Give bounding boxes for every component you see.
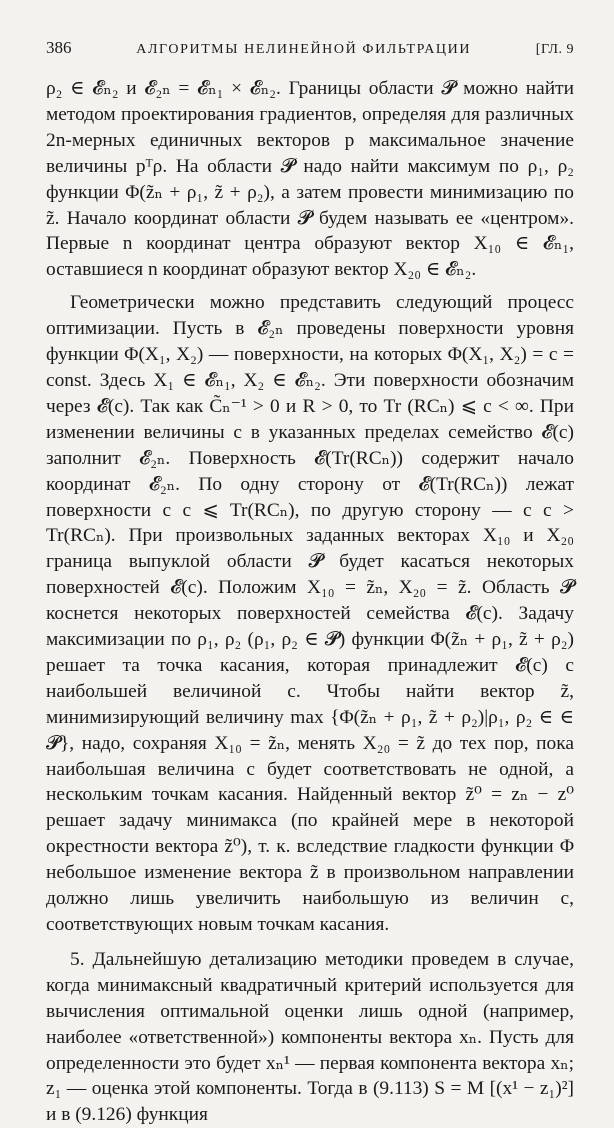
running-header [46, 38, 574, 66]
paragraph-section-5: 5. Дальнейшую детализацию методики проведем в случае, когда минимаксный квадратичный критерий используется для вычисления оптимальной оценки лишь одной (например, наиболее «ответственной») компоненты вектора xₙ. Пусть для определенности это будет xₙ¹ — первая компонента вектора xₙ; z₁ — оценка этой компоненты. Тогда в (9.113) S = M [(x¹ − z₁)²] и в (9.126) функция [46, 948, 574, 1126]
chapter-label: [ГЛ. 9 [535, 42, 574, 57]
body-text [46, 76, 574, 1128]
paragraph-continuation: ρ₂ ∈ 𝓔ₙ₂ и 𝓔₂ₙ = 𝓔ₙ₁ × 𝓔ₙ₂. Границы области 𝓟 можно найти методом проектирования градиентов, определяя для различных 2n-мерных единичных векторов p максимальное значение величины pᵀρ. На области 𝓟 надо найти максимум по ρ₁, ρ₂ функции Φ(z̃ₙ + ρ₁, z̃ + ρ₂), а затем провести минимизацию по z̃. Начало координат области 𝓟 будем называть ее «центром». Первые n координат центра образуют вектор X₁₀ ∈ 𝓔ₙ₁, оставшиеся n координат образуют вектор X₂₀ ∈ 𝓔ₙ₂. [46, 78, 574, 281]
paragraph-geometric-interpretation: Геометрически можно представить следующий процесс оптимизации. Пусть в 𝓔₂ₙ проведены поверхности уровня функции Φ(X₁, X₂) — поверхности, на которых Φ(X₁, X₂) = c = const. Здесь X₁ ∈ 𝓔ₙ₁, X₂ ∈ 𝓔ₙ₂. Эти поверхности обозначим через 𝓔(c). Так как C̃ₙ⁻¹ > 0 и R > 0, то Tr (RCₙ) ⩽ c < ∞. При изменении величины c в указанных пределах семейство 𝓔(c) заполнит 𝓔₂ₙ. Поверхность 𝓔(Tr(RCₙ)) содержит начало координат 𝓔₂ₙ. По одну сторону от 𝓔(Tr(RCₙ)) лежат поверхности с c ⩽ Tr(RCₙ), по другую сторону — с c > Tr(RCₙ). При произвольных заданных векторах X₁₀ и X₂₀ граница выпуклой области 𝓟 будет касаться некоторых поверхностей 𝓔(c). Положим X₁₀ = z̃ₙ, X₂₀ = z̃. Область 𝓟 коснется некоторых поверхностей семейства 𝓔(c). Задачу максимизации по ρ₁, ρ₂ (ρ₁, ρ₂ ∈ 𝓟) функции Φ(z̃ₙ + ρ₁, z̃ + ρ₂) решает та точка касания, которая принадлежит 𝓔(c) с наибольшей величиной c. Чтобы найти вектор z̃, минимизирующий величину max {Φ(z̃ₙ + ρ₁, z̃ + ρ₂)|ρ₁, ρ₂ ∈ ∈ 𝓟}, надо, сохраняя X₁₀ = z̃ₙ, менять X₂₀ = z̃ до тех пор, пока наибольшая величина c будет соответствовать не одной, а нескольким точкам касания. Найденный вектор z̃⁰ = zₙ − z⁰ решает задачу минимакса (по крайней мере в некоторой окрестности вектора z̃⁰), т. к. вследствие гладкости функции Φ небольшое изменение вектора z̃ в произвольном направлении должно лишь увеличить наибольшую из величин c, соответствующих новым точкам касания. [46, 292, 574, 935]
running-title: АЛГОРИТМЫ НЕЛИНЕЙНОЙ ФИЛЬТРАЦИИ [136, 42, 472, 57]
page-number: 386 [46, 38, 72, 57]
